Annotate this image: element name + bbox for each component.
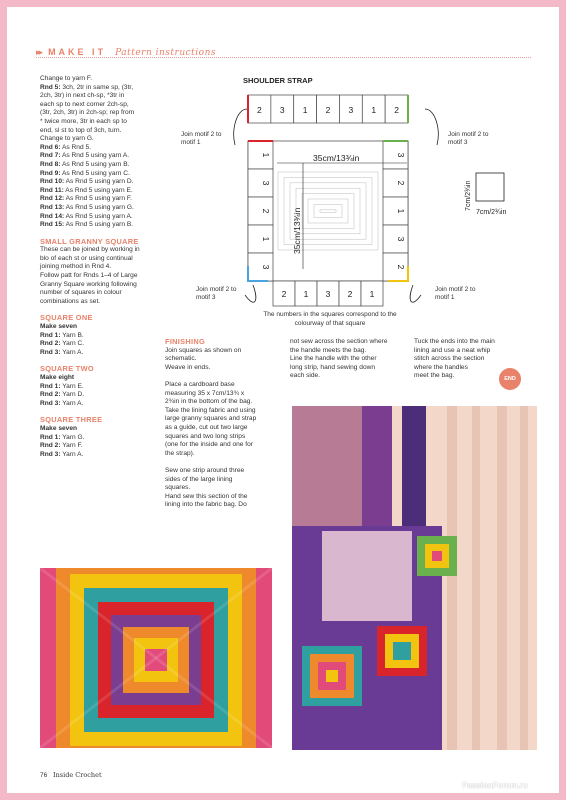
text-line: Follow patt for Rnds 1–4 of Large: [40, 272, 138, 280]
pattern-line: [40, 400, 160, 409]
side-square-number: 2: [396, 264, 406, 270]
small-granny-text: [40, 246, 160, 306]
text-line: Join squares as shown on: [165, 346, 242, 354]
text-line: These can be joined by working in: [40, 246, 140, 254]
side-square-number: 2: [396, 180, 406, 186]
text-line: joining method in Rnd 4.: [40, 263, 112, 271]
header-subtitle: Pattern instructions: [115, 48, 216, 58]
text-line: Hand sew this section of the: [165, 492, 248, 500]
text-line: sides of the large lining: [165, 475, 233, 483]
end-badge: END: [499, 368, 521, 390]
pattern-line: [40, 92, 160, 101]
text-line: lining into the fabric bag. Do: [165, 501, 247, 509]
text-line: Sew one strip around three: [165, 466, 245, 474]
pattern-line: [40, 118, 160, 127]
round-text: Yarn C.: [60, 340, 85, 348]
page-number: 76: [40, 772, 48, 779]
text-line: schematic.: [165, 355, 197, 363]
pattern-line: [40, 135, 160, 144]
round-text: As Rnd 5 using yarn F.: [64, 195, 132, 203]
round-text: Yarn E.: [60, 382, 84, 390]
square-one-make: Make seven: [40, 323, 78, 331]
side-square-number: 2: [261, 208, 271, 214]
side-square-number: 1: [261, 236, 271, 242]
round-label: Rnd 3:: [40, 450, 61, 458]
finishing-column: [165, 338, 287, 510]
header-divider: [36, 57, 531, 58]
round-text: Change to yarn F.: [40, 75, 93, 82]
strap-title: SHOULDER STRAP: [243, 76, 313, 85]
round-text: As Rnd 5 using yarn E.: [63, 186, 133, 194]
round-label: Rnd 8:: [40, 160, 61, 168]
pattern-line: [40, 221, 160, 230]
bottom-square-number: 2: [347, 289, 353, 299]
round-label: Rnd 14:: [40, 212, 65, 220]
header-title: MAKE IT: [48, 47, 107, 57]
round-text: Yarn F.: [60, 442, 83, 450]
finishing-text: [165, 347, 287, 510]
bag-schematic: [173, 69, 523, 329]
pattern-line: [40, 178, 160, 187]
small-granny-title: SMALL GRANNY SQUARE: [40, 236, 139, 246]
join-label-top-left: Join motif 2 to motif 1: [181, 131, 222, 146]
round-label: Rnd 15:: [40, 221, 65, 229]
pattern-line: [40, 349, 160, 358]
pattern-line: [40, 152, 160, 161]
join-label-bottom-right: Join motif 2 to motif 1: [435, 286, 476, 301]
bottom-square-number: 1: [303, 289, 309, 299]
pattern-line: [40, 442, 160, 451]
pattern-line: [40, 170, 160, 179]
pattern-line: [40, 391, 160, 400]
bag-image: [292, 406, 537, 750]
side-square-number: 1: [261, 152, 271, 158]
pattern-line: [40, 332, 160, 341]
pattern-line: [40, 383, 160, 392]
strap-square-number: 2: [257, 105, 262, 115]
pattern-line: [40, 213, 160, 222]
text-line: the handle meets the bag.: [290, 346, 367, 354]
text-line: Take the lining fabric and using: [165, 406, 256, 414]
square-two-make: Make eight: [40, 374, 75, 381]
pattern-line: [40, 204, 160, 213]
arrow-top-left: [234, 109, 247, 145]
strap-square-number: 2: [325, 105, 331, 115]
bottom-square-number: 1: [369, 289, 375, 299]
text-line: large granny squares and strap: [165, 415, 257, 423]
dim-v-label: 35cm/13¾in: [292, 207, 302, 254]
round-text: Yarn A.: [60, 348, 84, 356]
arrow-top-right: [425, 109, 438, 145]
round-label: Rnd 3:: [40, 348, 61, 356]
square-three-rounds: [40, 434, 160, 460]
bottom-square-number: 2: [281, 289, 287, 299]
granny-square-image: [40, 568, 272, 748]
round-text: (3tr, 2ch, 3tr) in 2ch-sp; rep from: [40, 109, 135, 117]
round-text: As Rnd 5 using yarn B.: [64, 221, 134, 229]
pattern-line: [40, 340, 160, 349]
round-text: As Rnd 5 using yarn D.: [64, 178, 134, 186]
text-line: where the handles: [414, 363, 468, 371]
round-text: 3ch, 2tr in same sp, (3tr,: [60, 83, 134, 91]
round-label: Rnd 3:: [40, 399, 61, 407]
bottom-squares: [273, 281, 383, 306]
text-line: 2¾in in the bottom of the bag.: [165, 398, 253, 406]
text-line: meet the bag.: [414, 372, 455, 380]
text-line: [165, 458, 287, 467]
page-footer: [40, 771, 102, 779]
square-two-title: SQUARE TWO: [40, 364, 94, 374]
left-squares: [248, 141, 273, 281]
text-line: measuring 35 x 7cm/13¾ x: [165, 389, 245, 397]
pattern-line: [40, 75, 160, 84]
shoulder-strap: [248, 95, 408, 123]
round-text: Yarn B.: [60, 331, 84, 339]
round-text: * twice more, 3tr in each sp to: [40, 117, 127, 125]
text-line: squares and two long strips: [165, 432, 246, 440]
text-line: long strip, hand sewing down: [290, 363, 376, 371]
text-line: Place a cardboard base: [165, 380, 235, 388]
strap-square-number: 3: [279, 105, 285, 115]
round-text: As Rnd 5 using yarn B.: [60, 160, 130, 168]
pattern-line: [40, 451, 160, 460]
rounds-list: [40, 75, 160, 230]
round-label: Rnd 1:: [40, 382, 61, 390]
text-line: blo of each st or using continual: [40, 254, 133, 262]
text-line: combinations as set.: [40, 297, 101, 305]
round-label: Rnd 2:: [40, 340, 61, 348]
round-label: Rnd 2:: [40, 442, 61, 450]
round-label: Rnd 13:: [40, 203, 65, 211]
text-line: Line the handle with the other: [290, 355, 377, 363]
pattern-line: [40, 161, 160, 170]
round-text: Yarn G.: [60, 433, 85, 441]
text-line: Tuck the ends into the main: [414, 338, 495, 345]
right-squares: [383, 141, 408, 281]
round-text: Yarn A.: [60, 399, 84, 407]
diagram-caption: The numbers in the squares correspond to the colourway of that square: [263, 311, 397, 327]
round-text: As Rnd 5 using yarn G.: [64, 203, 134, 211]
text-line: Granny Square working following: [40, 280, 137, 288]
strap-square-number: 1: [302, 105, 308, 115]
text-line: not sew across the section where: [290, 338, 388, 345]
square-one-rounds: [40, 332, 160, 358]
small-dim-h: 7cm/2¾in: [476, 209, 507, 216]
pattern-line: [40, 195, 160, 204]
strap-square-number: 1: [371, 105, 377, 115]
text-line: number of squares in colour: [40, 289, 122, 297]
round-label: Rnd 1:: [40, 433, 61, 441]
pattern-line: [40, 101, 160, 110]
strap-square-number: 3: [348, 105, 354, 115]
page: [7, 7, 559, 793]
side-square-number: 3: [261, 180, 271, 186]
round-text: 2ch, 3tr) in next ch-sp, *3tr in: [40, 92, 125, 100]
side-square-number: 3: [396, 152, 406, 158]
join-label-top-right: Join motif 2 to motif 3: [448, 131, 489, 146]
text-line: [165, 372, 287, 381]
round-text: end, sl st to top of 3ch, turn.: [40, 126, 122, 134]
round-label: Rnd 5:: [40, 83, 61, 91]
arrow-bottom-left: [245, 285, 256, 302]
round-label: Rnd 12:: [40, 195, 65, 203]
text-line: each side.: [290, 372, 321, 380]
round-label: Rnd 2:: [40, 391, 61, 399]
magazine-name: Inside Crochet: [53, 771, 102, 779]
dim-h-label: 35cm/13¾in: [313, 153, 360, 163]
square-three-make: Make seven: [40, 424, 78, 432]
bag-photo: [292, 406, 537, 750]
round-label: Rnd 11:: [40, 186, 64, 194]
round-label: Rnd 10:: [40, 178, 65, 186]
text-line: squares.: [165, 484, 191, 492]
text-line: stitch across the section: [414, 355, 485, 363]
side-square-number: 1: [396, 208, 406, 214]
text-line: lining and use a neat whip: [414, 346, 491, 354]
round-text: Change to yarn G.: [40, 135, 94, 143]
small-square-diagram: [476, 173, 504, 201]
square-one-title: SQUARE ONE: [40, 313, 93, 323]
round-text: As Rnd 5 using yarn C.: [60, 169, 130, 177]
finishing-title: FINISHING: [165, 337, 206, 346]
pattern-line: [40, 144, 160, 153]
square-two-rounds: [40, 383, 160, 409]
join-label-bottom-left: Join motif 2 to motif 3: [196, 286, 237, 301]
text-line: (one for the inside and one for: [165, 441, 253, 449]
strap-square-number: 2: [394, 105, 399, 115]
bottom-square-number: 3: [325, 289, 331, 299]
pattern-line: [40, 434, 160, 443]
round-text: Yarn D.: [60, 391, 85, 399]
round-label: Rnd 7:: [40, 152, 61, 160]
pattern-column-1: [40, 75, 160, 459]
column-3-text: [290, 338, 412, 381]
pattern-line: [40, 127, 160, 136]
round-label: Rnd 9:: [40, 169, 61, 177]
text-column-3: [290, 338, 412, 381]
text-line: Weave in ends.: [165, 363, 211, 371]
pattern-line: [40, 187, 160, 196]
arrow-bottom-right: [410, 285, 421, 302]
watermark: PassionForum.ru: [462, 781, 528, 790]
text-line: as a guide, cut out two large: [165, 423, 248, 431]
round-text: As Rnd 5 using yarn A.: [64, 212, 133, 220]
square-three-title: SQUARE THREE: [40, 415, 103, 425]
round-text: As Rnd 5 using yarn A.: [60, 152, 130, 160]
small-dim-v: 7cm/2¾in: [465, 180, 472, 211]
round-label: Rnd 1:: [40, 331, 61, 339]
side-square-number: 3: [396, 236, 406, 242]
arrows-icon: ▸▸: [36, 47, 42, 57]
round-label: Rnd 6:: [40, 143, 61, 151]
pattern-line: [40, 109, 160, 118]
round-text: As Rnd 5.: [60, 143, 91, 151]
side-square-number: 3: [261, 264, 271, 270]
round-text: Yarn A.: [60, 450, 84, 458]
pattern-line: [40, 84, 160, 93]
round-text: each sp to next corner 2ch-sp,: [40, 100, 129, 108]
text-line: the strap).: [165, 449, 195, 457]
granny-square-photo: [40, 568, 272, 748]
